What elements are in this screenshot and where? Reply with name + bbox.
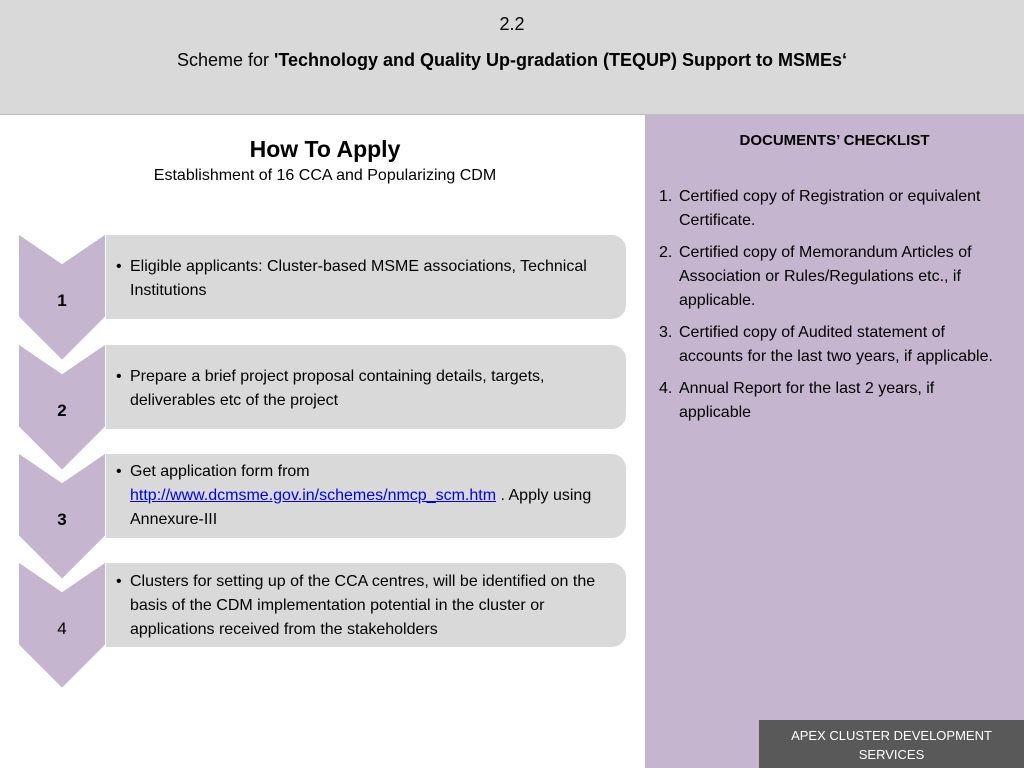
- checklist-item: 2. Certified copy of Memorandum Articles of Association or Rules/Regulations etc., if applicable.: [659, 244, 972, 309]
- application-form-link[interactable]: http://www.dcmsme.gov.in/schemes/nmcp_scm.htm: [130, 487, 497, 504]
- checklist-item: 1. Certified copy of Registration or equivalent Certificate.: [659, 188, 981, 229]
- title-prefix: Scheme for: [177, 50, 275, 70]
- step-text: Eligible applicants: Cluster-based MSME associations, Technical Institutions: [130, 258, 587, 299]
- step-number: 3: [57, 510, 67, 529]
- how-to-apply-heading: How To Apply: [249, 136, 401, 162]
- documents-checklist-panel: [645, 115, 1024, 768]
- step-text-after: . Apply using Annexure-III: [130, 487, 592, 528]
- checklist-title: DOCUMENTS’ CHECKLIST: [739, 132, 930, 149]
- checklist-list: [659, 185, 1009, 433]
- step-number: 2: [57, 401, 67, 420]
- step-2: [18, 345, 628, 431]
- step-number: 1: [57, 291, 67, 310]
- checklist-item: 4. Annual Report for the last 2 years, if applicable: [659, 380, 935, 421]
- step-box: • Get application form from http://www.dcmsme.gov.in/schemes/nmcp_scm.htm . Apply using Annexure-III: [106, 454, 626, 538]
- step-box: • Prepare a brief project proposal containing details, targets, deliverables etc of the project: [106, 345, 626, 429]
- step-box: • Clusters for setting up of the CCA centres, will be identified on the basis of the CDM implementation potential in the cluster or applications received from the stakeholders: [106, 563, 626, 647]
- slide-header: [0, 0, 1024, 115]
- step-text-before: Get application form from: [130, 463, 310, 480]
- footer-badge: APEX CLUSTER DEVELOPMENT SERVICES: [759, 720, 1024, 768]
- step-text: Prepare a brief project proposal containing details, targets, deliverables etc of the project: [130, 368, 545, 409]
- how-to-apply-subheading: Establishment of 16 CCA and Popularizing CDM: [153, 167, 497, 184]
- step-box: • Eligible applicants: Cluster-based MSME associations, Technical Institutions: [106, 235, 626, 319]
- checklist-item: 3. Certified copy of Audited statement of accounts for the last two years, if applicable.: [659, 324, 993, 365]
- step-text: [130, 460, 612, 532]
- how-to-apply-section: [0, 136, 650, 185]
- step-number: 4: [57, 619, 67, 638]
- slide-number: 2.2: [499, 14, 525, 34]
- slide-title: [0, 50, 1024, 71]
- step-1: [18, 235, 628, 321]
- step-4: [18, 563, 628, 649]
- title-bold: 'Technology and Quality Up-gradation (TEQUP) Support to MSMEs‘: [274, 50, 847, 70]
- step-3: [18, 454, 628, 540]
- step-text: Clusters for setting up of the CCA centres, will be identified on the basis of the CDM implementation potential in the cluster or applications received from the stakeholders: [130, 573, 596, 638]
